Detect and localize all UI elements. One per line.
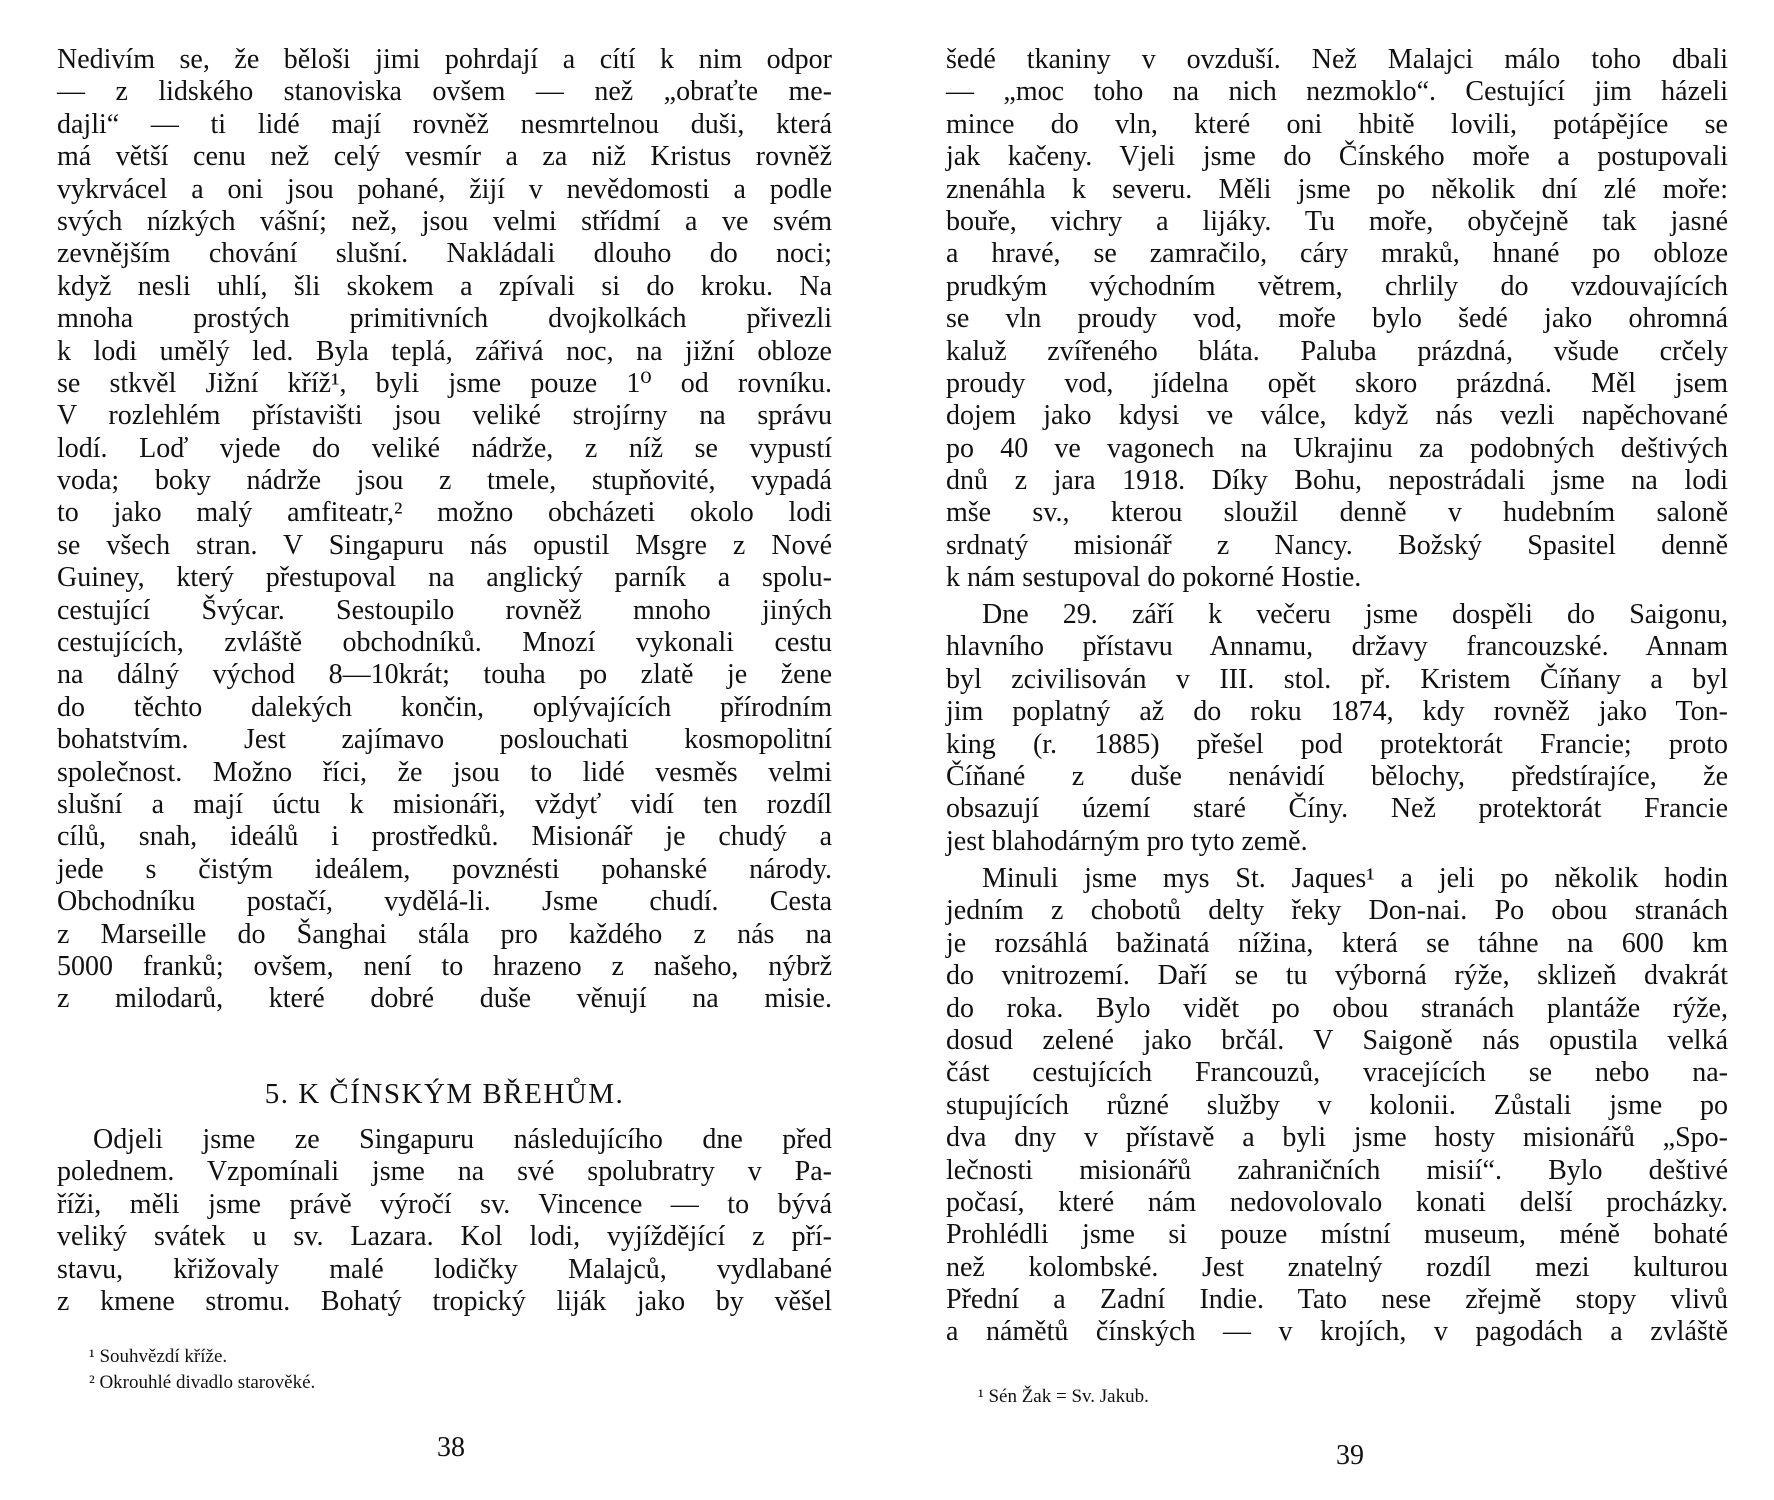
text-line: než kolombské. Jest znatelný rozdíl mezi kulturou <box>946 1251 1728 1283</box>
text-line: stupujících různé služby v kolonii. Zůstali jsme po <box>946 1089 1728 1121</box>
text-line: do těchto dalekých končin, oplývajících přírodním <box>57 691 832 723</box>
text-line: voda; boky nádrže jsou z tmele, stupňovité, vypadá <box>57 465 832 497</box>
text-line: cílů, snah, ideálů i prostředků. Misionář je chudý a <box>57 821 832 853</box>
text-line: jim poplatný až do roku 1874, kdy rovněž jako Ton- <box>946 696 1728 728</box>
text-line: Nedivím se, že běloši jimi pohrdají a cítí k nim odpor <box>57 44 832 75</box>
text-line: část cestujících Francouzů, vracejících se nebo na- <box>946 1057 1728 1089</box>
text-line: vykrvácel a oni jsou pohané, žijí v nevědomosti a podle <box>57 173 832 205</box>
text-line: Guiney, který přestupoval na anglický parník a spolu- <box>57 562 832 594</box>
text-line: stavu, křižovaly malé lodičky Malajců, vydlabané <box>57 1253 832 1285</box>
paragraph <box>946 599 1728 858</box>
text-line: se všech stran. V Singapuru nás opustil Msgre z Nové <box>57 529 832 561</box>
text-line: srdnatý misionář z Nancy. Božský Spasitel denně <box>946 529 1728 561</box>
text-line: mince do vln, které oni hbitě lovili, potápějíce se <box>946 108 1728 140</box>
footnote: ¹ Sén Žak = Sv. Jakub. <box>978 1386 1149 1407</box>
text-line: jak kačeny. Vjeli jsme do Čínského moře a postupovali <box>946 141 1728 173</box>
page-number: 39 <box>1336 1440 1364 1471</box>
text-line: říži, měli jsme právě výročí sv. Vincence — to bývá <box>57 1188 832 1220</box>
text-line: lečnosti misionářů zahraničních misií“. Bylo deštivé <box>946 1154 1728 1186</box>
text-line: a námětů čínských — v krojích, v pagodách a zvláště <box>946 1316 1728 1348</box>
text-line: na dálný východ 8—10krát; touha po zlatě je žene <box>57 659 832 691</box>
text-line: bouře, vichry a lijáky. Tu moře, obyčejně tak jasné <box>946 205 1728 237</box>
footnotes <box>946 1384 1728 1410</box>
text-line: zevnějším chování slušní. Nakládali dlouho do noci; <box>57 238 832 270</box>
paragraph <box>57 1124 832 1318</box>
text-line: prudkým východním větrem, chrlily do vzdouvajících <box>946 270 1728 302</box>
page-number: 38 <box>437 1432 465 1463</box>
text-line: z kmene stromu. Bohatý tropický liják jako by věšel <box>57 1285 832 1317</box>
text-line: V rozlehlém přístavišti jsou veliké strojírny na správu <box>57 400 832 432</box>
text-line: dajli“ — ti lidé mají rovněž nesmrtelnou duši, která <box>57 108 832 140</box>
text-line: Přední a Zadní Indie. Tato nese zřejmě stopy vlivů <box>946 1284 1728 1316</box>
text-line: 5000 franků; ovšem, není to hrazeno z našeho, nýbrž <box>57 950 832 982</box>
footnote: ² Okrouhlé divadlo starověké. <box>89 1372 316 1393</box>
left-page <box>57 0 832 1500</box>
paragraph <box>57 44 832 1016</box>
text-line: do roka. Bylo vidět po obou stranách plantáže rýže, <box>946 992 1728 1024</box>
text-line: cestujících, zvláště obchodníků. Mnozí vykonali cestu <box>57 627 832 659</box>
text-line: jedním z chobotů delty řeky Don-nai. Po obou stranách <box>946 895 1728 927</box>
text-line: se vln proudy vod, moře bylo šedé jako ohromná <box>946 303 1728 335</box>
right-page <box>946 0 1728 1500</box>
text-line: Minuli jsme mys St. Jaques¹ a jeli po několik hodin <box>982 863 1728 894</box>
text-line: se stkvěl Jižní kříž¹, byli jsme pouze 1⁰ od rovníku. <box>57 367 832 399</box>
text-line: Číňané z duše nenávidí bělochy, předstírajíce, že <box>946 760 1728 792</box>
text-line: to jako malý amfiteatr,² možno obcházeti okolo lodi <box>57 497 832 529</box>
paragraph <box>946 863 1728 1349</box>
text-line: jede s čistým ideálem, povznésti pohanské národy. <box>57 853 832 885</box>
text-line: k lodi umělý led. Byla teplá, zářivá noc, na jižní obloze <box>57 335 832 367</box>
text-line: mše sv., kterou sloužil denně v hudebním saloně <box>946 497 1728 529</box>
text-line: z Marseille do Šanghai stála pro každého z nás na <box>57 918 832 950</box>
text-line: Prohlédli jsme si pouze místní museum, méně bohaté <box>946 1219 1728 1251</box>
text-line: do vnitrozemí. Daří se tu výborná rýže, sklizeň dvakrát <box>946 960 1728 992</box>
text-line: mnoha prostých primitivních dvojkolkách přivezli <box>57 303 832 335</box>
chapter-heading: 5. K ČÍNSKÝM BŘEHŮM. <box>264 1078 625 1110</box>
text-line: znenáhla k severu. Měli jsme po několik dní zlé moře: <box>946 173 1728 205</box>
text-line: king (r. 1885) přešel pod protektorát Francie; proto <box>946 728 1728 760</box>
text-line: hlavního přístavu Annamu, državy francouzské. Annam <box>946 631 1728 663</box>
text-line: a hravé, se zamračilo, cáry mraků, hnané po obloze <box>946 238 1728 270</box>
text-line: dojem jako kdysi ve válce, když nás vezli napěchované <box>946 400 1728 432</box>
text-line: bohatstvím. Jest zajímavo poslouchati kosmopolitní <box>57 724 832 756</box>
text-line: kaluž zvířeného bláta. Paluba prázdná, všude crčely <box>946 335 1728 367</box>
text-line: dosud zelené jako brčál. V Saigoně nás opustila velká <box>946 1024 1728 1056</box>
footnote: ¹ Souhvězdí kříže. <box>89 1346 228 1367</box>
text-line: šedé tkaniny v ovzduší. Než Malajci málo toho dbali <box>946 44 1728 75</box>
text-line: dva dny v přístavě a byli jsme hosty misionářů „Spo- <box>946 1122 1728 1154</box>
text-line: když nesli uhlí, šli skokem a zpívali si do kroku. Na <box>57 270 832 302</box>
footnotes <box>57 1344 832 1396</box>
text-line: byl zcivilisován v III. stol. př. Kristem Číňany a byl <box>946 663 1728 695</box>
text-line: — z lidského stanoviska ovšem — než „obraťte me- <box>57 76 832 108</box>
text-line: lodí. Loď vjede do veliké nádrže, z níž se vypustí <box>57 432 832 464</box>
text-line: obsazují území staré Číny. Než protektorát Francie <box>946 793 1728 825</box>
text-line: z milodarů, které dobré duše věnují na misie. <box>57 983 832 1015</box>
text-line: počasí, které nám nedovolovalo konati delší procházky. <box>946 1186 1728 1218</box>
text-line: dnů z jara 1918. Díky Bohu, nepostrádali jsme na lodi <box>946 465 1728 497</box>
text-line: společnost. Možno říci, že jsou to lidé vesměs velmi <box>57 756 832 788</box>
text-line: svých nízkých vášní; než, jsou velmi střídmí a ve svém <box>57 205 832 237</box>
text-line: Odjeli jsme ze Singapuru následujícího dne před <box>93 1124 832 1155</box>
text-line: po 40 ve vagonech na Ukrajinu za podobných deštivých <box>946 432 1728 464</box>
text-line: polednem. Vzpomínali jsme na své spolubratry v Pa- <box>57 1156 832 1188</box>
text-line: proudy vod, jídelna opět skoro prázdná. Měl jsem <box>946 367 1728 399</box>
text-line: Dne 29. září k večeru jsme dospěli do Saigonu, <box>982 599 1728 630</box>
text-line: cestující Švýcar. Sestoupilo rovněž mnoho jiných <box>57 594 832 626</box>
text-line: — „moc toho na nich nezmoklo“. Cestující jim házeli <box>946 76 1728 108</box>
text-line: Obchodníku postačí, vydělá-li. Jsme chudí. Cesta <box>57 886 832 918</box>
text-line: má větší cenu než celý vesmír a za niž Kristus rovněž <box>57 141 832 173</box>
paragraph <box>946 44 1728 595</box>
text-line: slušní a mají úctu k misionáři, vždyť vidí ten rozdíl <box>57 788 832 820</box>
text-line: jest blahodárným pro tyto země. <box>946 825 1308 857</box>
text-line: veliký svátek u sv. Lazara. Kol lodi, vyjíždějící z pří- <box>57 1221 832 1253</box>
text-line: k nám sestupoval do pokorné Hostie. <box>946 562 1362 594</box>
text-line: je rozsáhlá bažinatá nížina, která se táhne na 600 km <box>946 927 1728 959</box>
